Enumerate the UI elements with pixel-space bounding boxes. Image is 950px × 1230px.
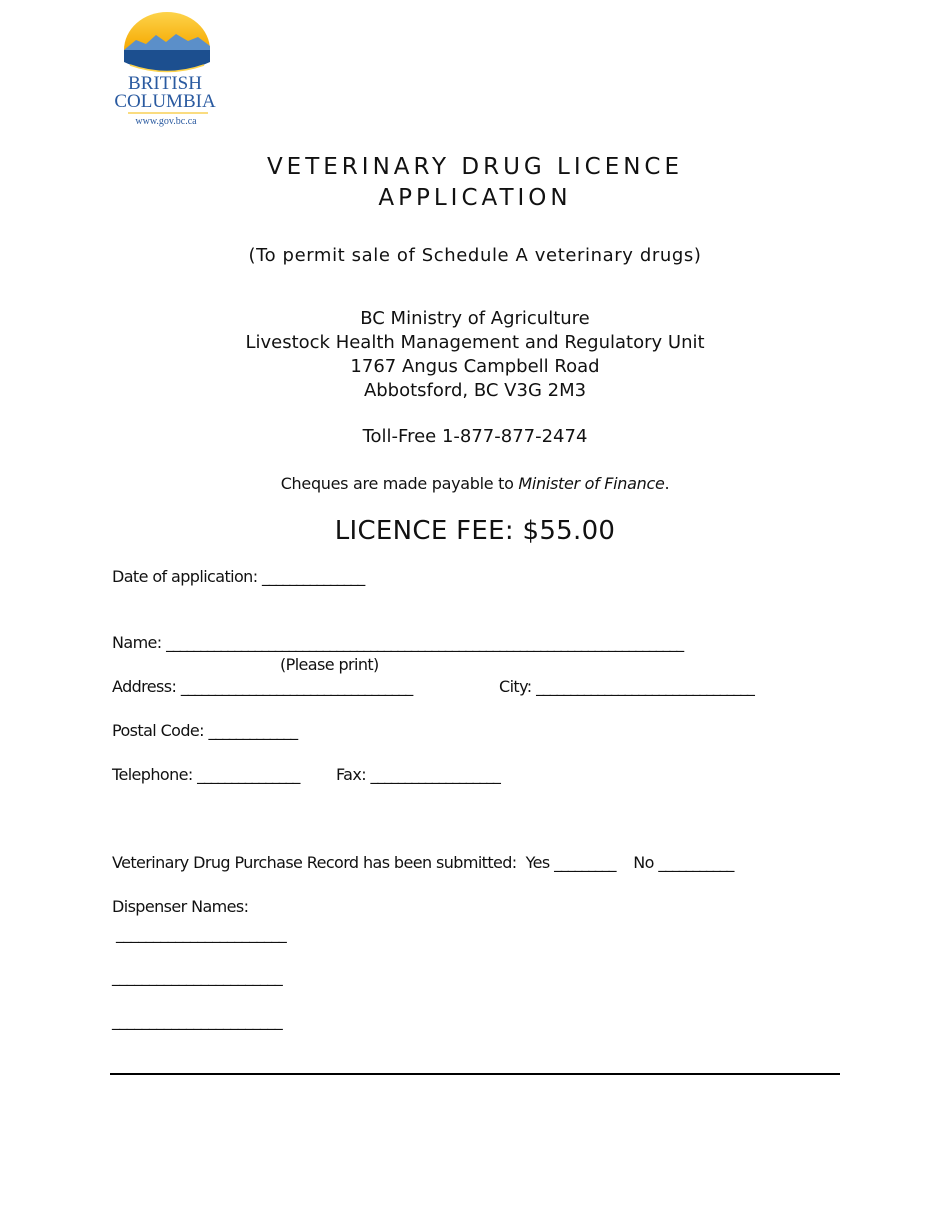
toll-free-number: Toll-Free 1-877-877-2474	[362, 426, 588, 447]
telephone-label: Telephone:	[112, 765, 193, 784]
cheque-instructions	[0, 474, 950, 493]
form-title-line2: APPLICATION	[378, 185, 572, 211]
dispenser-name-blank-3[interactable]: _______________________	[112, 1011, 283, 1030]
address-line3: 1767 Angus Campbell Road	[350, 356, 600, 377]
logo-line2: COLUMBIA	[114, 91, 216, 112]
telephone-blank[interactable]: _______________	[197, 765, 300, 784]
cheque-prefix: Cheques are made payable to	[280, 474, 519, 493]
address-line4: Abbotsford, BC V3G 2M3	[363, 380, 587, 401]
city-label: City:	[499, 677, 532, 696]
name-blank[interactable]: ____________________________________________________________________________	[166, 633, 683, 652]
no-blank[interactable]: ___________	[658, 853, 734, 872]
yes-blank[interactable]: _________	[554, 853, 616, 872]
fax-field[interactable]	[336, 765, 500, 784]
address-label: Address:	[112, 677, 177, 696]
postal-code-blank[interactable]: _____________	[208, 721, 297, 740]
licence-fee: LICENCE FEE: $55.00	[334, 516, 616, 546]
logo-url: www.gov.bc.ca	[135, 116, 197, 127]
city-field[interactable]	[499, 677, 754, 696]
address-field[interactable]	[112, 677, 412, 696]
form-subtitle: (To permit sale of Schedule A veterinary drugs)	[248, 245, 702, 266]
postal-code-label: Postal Code:	[112, 721, 204, 740]
city-blank[interactable]: ________________________________	[536, 677, 754, 696]
telephone-field[interactable]	[112, 765, 299, 784]
bc-sun-mountain-icon	[108, 10, 228, 128]
address-line2: Livestock Health Management and Regulatory Unit	[245, 332, 705, 353]
postal-code-field[interactable]	[112, 721, 297, 740]
address-line1: BC Ministry of Agriculture	[360, 308, 590, 329]
address-blank[interactable]: __________________________________	[180, 677, 413, 696]
cheque-suffix: .	[664, 474, 670, 493]
dispenser-name-blank-1[interactable]: _______________________	[116, 924, 287, 943]
name-field[interactable]	[112, 633, 683, 652]
fax-blank[interactable]: ___________________	[370, 765, 500, 784]
name-hint: (Please print)	[280, 655, 379, 674]
logo-line1: BRITISH	[128, 73, 202, 94]
dispenser-names-label: Dispenser Names:	[112, 897, 249, 916]
date-label: Date of application:	[112, 567, 258, 586]
date-blank[interactable]: _______________	[262, 567, 365, 586]
yes-label: Yes	[525, 853, 550, 872]
ministry-address	[0, 307, 950, 403]
no-label: No	[633, 853, 654, 872]
form-title	[0, 152, 950, 214]
bc-logo	[108, 10, 228, 128]
date-field[interactable]	[112, 567, 364, 586]
fax-label: Fax:	[336, 765, 366, 784]
dispenser-name-blank-2[interactable]: _______________________	[112, 967, 283, 986]
bottom-rule	[110, 1073, 840, 1075]
form-title-line1: VETERINARY DRUG LICENCE	[266, 154, 684, 180]
purchase-record-field[interactable]	[112, 853, 733, 872]
purchase-record-label: Veterinary Drug Purchase Record has been submitted:	[112, 853, 517, 872]
name-label: Name:	[112, 633, 162, 652]
cheque-payee: Minister of Finance	[518, 474, 665, 493]
